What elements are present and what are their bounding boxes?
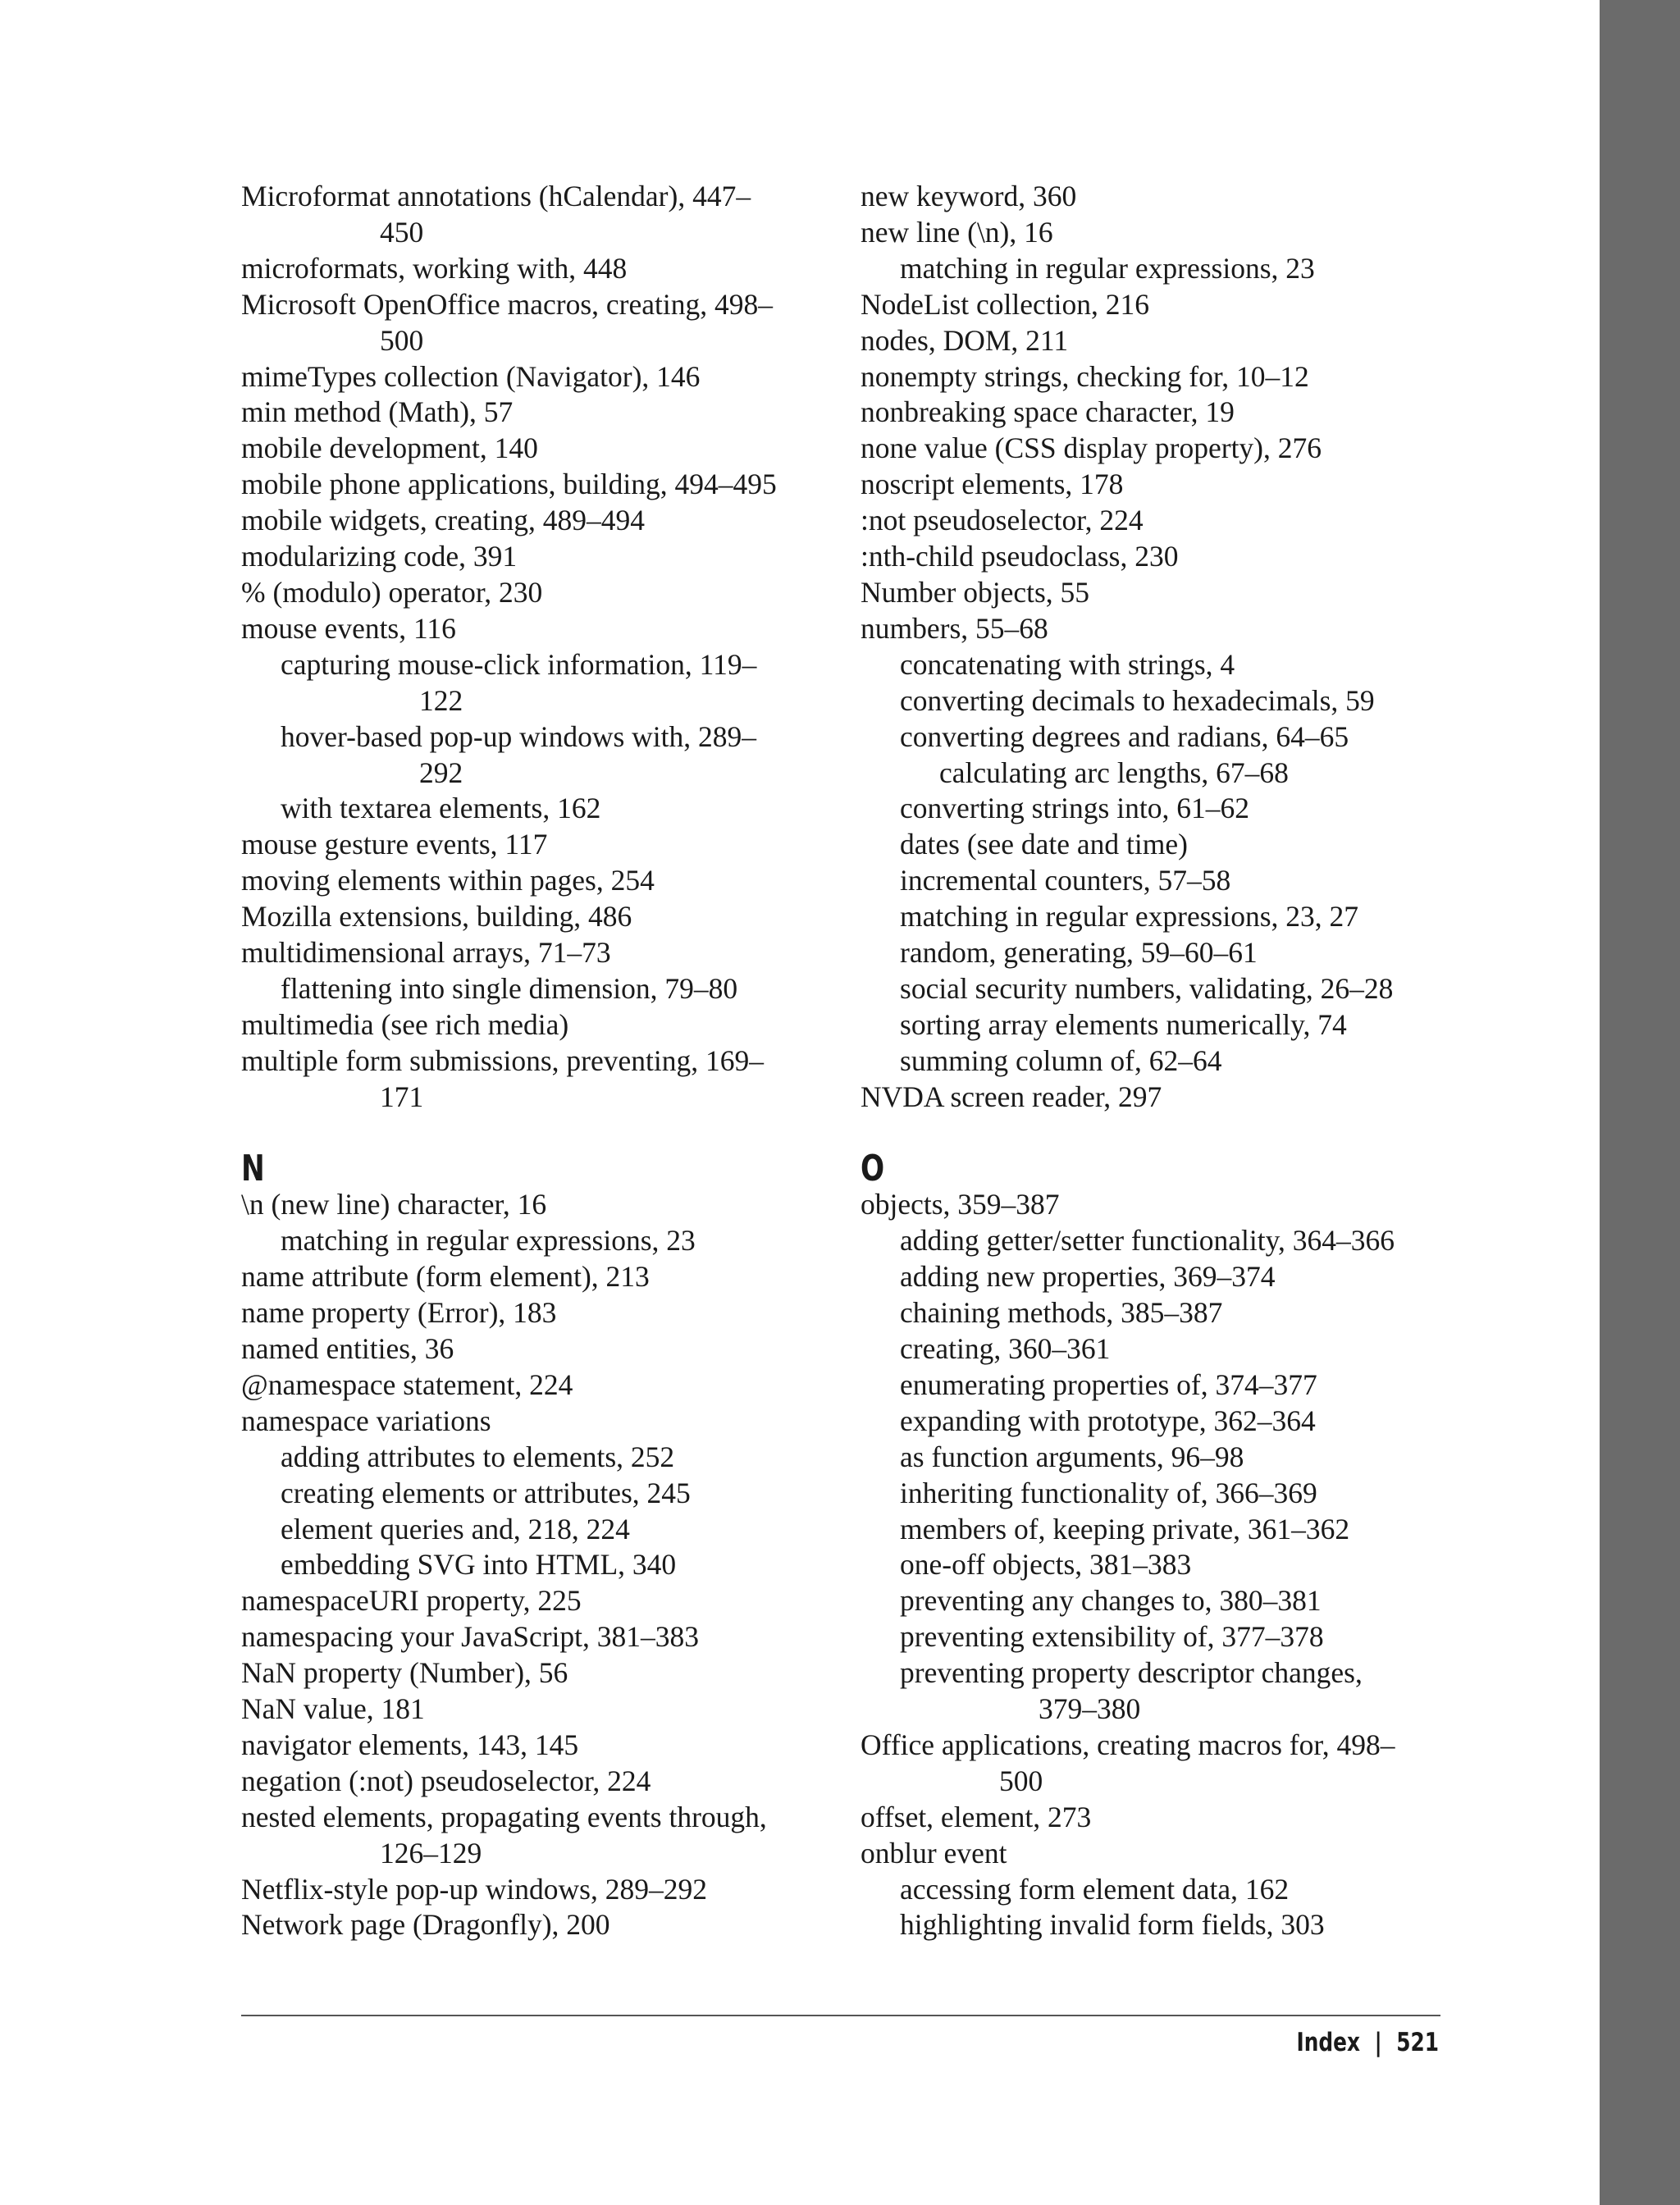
index-entry: namespace variations: [241, 1404, 491, 1437]
index-subentry: incremental counters, 57–58: [900, 864, 1231, 897]
index-entry: navigator elements, 143, 145: [241, 1728, 579, 1761]
index-subentry: concatenating with strings, 4: [900, 647, 1235, 681]
index-entry: onblur event: [861, 1836, 1007, 1869]
index-entry: namespaceURI property, 225: [241, 1584, 582, 1618]
index-entry: % (modulo) operator, 230: [241, 575, 543, 609]
index-subentry: matching in regular expressions, 23: [281, 1224, 696, 1258]
index-entry-continuation: 126–129: [380, 1836, 482, 1869]
index-entry: Netflix-style pop-up windows, 289–292: [241, 1872, 707, 1906]
index-entry: Microsoft OpenOffice macros, creating, 498–: [241, 287, 773, 321]
index-entry: microformats, working with, 448: [241, 251, 628, 285]
index-subentry: hover-based pop-up windows with, 289–: [281, 719, 757, 753]
index-subentry: one-off objects, 381–383: [900, 1548, 1192, 1582]
index-entry: Mozilla extensions, building, 486: [241, 900, 632, 934]
index-entry: mobile development, 140: [241, 431, 538, 465]
index-entry-continuation: 379–380: [1039, 1692, 1141, 1726]
index-entry: none value (CSS display property), 276: [861, 431, 1322, 465]
thumb-index-tab: [1600, 0, 1680, 2205]
index-entry-continuation: 292: [419, 756, 463, 789]
index-entry: NodeList collection, 216: [861, 287, 1149, 321]
index-letter-heading: N: [241, 1148, 265, 1190]
index-entry: Office applications, creating macros for, 498–: [861, 1728, 1395, 1761]
index-entry: NVDA screen reader, 297: [861, 1080, 1162, 1113]
index-entry-continuation: 450: [380, 215, 424, 249]
index-entry: min method (Math), 57: [241, 395, 514, 429]
index-entry: mobile widgets, creating, 489–494: [241, 504, 645, 537]
index-entry: name property (Error), 183: [241, 1296, 557, 1330]
index-subentry: highlighting invalid form fields, 303: [900, 1908, 1325, 1942]
index-entry: numbers, 55–68: [861, 611, 1048, 645]
index-entry: objects, 359–387: [861, 1188, 1060, 1221]
index-subentry: dates (see date and time): [900, 828, 1188, 861]
index-subentry: preventing any changes to, 380–381: [900, 1584, 1322, 1618]
index-entry: multidimensional arrays, 71–73: [241, 936, 611, 970]
index-entry: nonbreaking space character, 19: [861, 395, 1235, 429]
index-subentry: inheriting functionality of, 366–369: [900, 1476, 1317, 1509]
footer-separator: |: [1374, 2028, 1382, 2057]
index-entry: multiple form submissions, preventing, 169–: [241, 1043, 764, 1077]
running-footer: [1176, 2028, 1439, 2057]
index-entry: named entities, 36: [241, 1331, 454, 1365]
index-entry-continuation: 500: [999, 1764, 1043, 1797]
index-column-right: [861, 179, 1451, 1943]
index-subentry: element queries and, 218, 224: [281, 1512, 630, 1545]
index-entry: \n (new line) character, 16: [241, 1188, 547, 1221]
index-subentry: summing column of, 62–64: [900, 1043, 1222, 1077]
index-subentry: social security numbers, validating, 26–28: [900, 971, 1394, 1005]
index-entry: negation (:not) pseudoselector, 224: [241, 1764, 651, 1797]
index-subentry: flattening into single dimension, 79–80: [281, 971, 738, 1005]
index-entry: NaN property (Number), 56: [241, 1656, 568, 1690]
index-entry: Network page (Dragonfly), 200: [241, 1908, 610, 1942]
index-subentry: enumerating properties of, 374–377: [900, 1367, 1317, 1401]
index-entry: new keyword, 360: [861, 180, 1077, 212]
index-entry: Number objects, 55: [861, 575, 1090, 609]
index-entry: Microformat annotations (hCalendar), 447–: [241, 180, 751, 212]
index-subentry: accessing form element data, 162: [900, 1872, 1290, 1906]
index-subentry: embedding SVG into HTML, 340: [281, 1548, 677, 1582]
index-entry: mouse events, 116: [241, 611, 456, 645]
index-subentry: creating, 360–361: [900, 1331, 1111, 1365]
page-number: 521: [1396, 2028, 1439, 2057]
index-entry: modularizing code, 391: [241, 540, 518, 573]
index-entry: mimeTypes collection (Navigator), 146: [241, 359, 701, 393]
index-subentry: converting decimals to hexadecimals, 59: [900, 683, 1375, 717]
index-entry: nested elements, propagating events through,: [241, 1800, 767, 1833]
index-entry: name attribute (form element), 213: [241, 1260, 650, 1294]
index-entry: nonempty strings, checking for, 10–12: [861, 359, 1309, 393]
index-subentry: with textarea elements, 162: [281, 792, 601, 825]
index-subentry: matching in regular expressions, 23, 27: [900, 900, 1359, 934]
index-entry: :nth-child pseudoclass, 230: [861, 540, 1179, 573]
index-entry: mouse gesture events, 117: [241, 828, 548, 861]
index-entry: noscript elements, 178: [861, 468, 1124, 501]
index-subentry: converting degrees and radians, 64–65: [900, 719, 1349, 753]
footer-section-label: Index: [1296, 2028, 1360, 2057]
index-subentry: converting strings into, 61–62: [900, 792, 1249, 825]
index-subentry: matching in regular expressions, 23: [900, 251, 1315, 285]
index-subentry: as function arguments, 96–98: [900, 1440, 1244, 1473]
index-entry: namespacing your JavaScript, 381–383: [241, 1620, 700, 1654]
index-entry: mobile phone applications, building, 494–495: [241, 468, 777, 501]
index-subentry: creating elements or attributes, 245: [281, 1476, 691, 1509]
index-subentry: members of, keeping private, 361–362: [900, 1512, 1350, 1545]
index-subentry: sorting array elements numerically, 74: [900, 1007, 1347, 1041]
index-subentry: calculating arc lengths, 67–68: [939, 756, 1289, 789]
index-subentry: preventing extensibility of, 377–378: [900, 1620, 1324, 1654]
index-subentry: capturing mouse-click information, 119–: [281, 647, 757, 681]
index-entry: nodes, DOM, 211: [861, 323, 1069, 357]
index-subentry: random, generating, 59–60–61: [900, 936, 1258, 970]
index-entry: NaN value, 181: [241, 1692, 425, 1726]
index-subentry: chaining methods, 385–387: [900, 1296, 1223, 1330]
index-subentry: expanding with prototype, 362–364: [900, 1404, 1316, 1437]
index-letter-heading: O: [861, 1148, 885, 1190]
index-entry: new line (\n), 16: [861, 215, 1053, 249]
index-column-left: [241, 179, 832, 1943]
index-entry: multimedia (see rich media): [241, 1007, 569, 1041]
index-subentry: preventing property descriptor changes,: [900, 1656, 1363, 1690]
index-entry-continuation: 171: [380, 1080, 424, 1113]
index-subentry: adding getter/setter functionality, 364–366: [900, 1224, 1395, 1258]
index-subentry: adding attributes to elements, 252: [281, 1440, 675, 1473]
index-entry: @namespace statement, 224: [241, 1367, 573, 1401]
index-entry-continuation: 500: [380, 323, 424, 357]
index-entry: moving elements within pages, 254: [241, 864, 655, 897]
index-entry: offset, element, 273: [861, 1800, 1092, 1833]
index-entry: :not pseudoselector, 224: [861, 504, 1144, 537]
index-entry-continuation: 122: [419, 683, 463, 717]
index-subentry: adding new properties, 369–374: [900, 1260, 1276, 1294]
footer-rule: [241, 2015, 1440, 2016]
